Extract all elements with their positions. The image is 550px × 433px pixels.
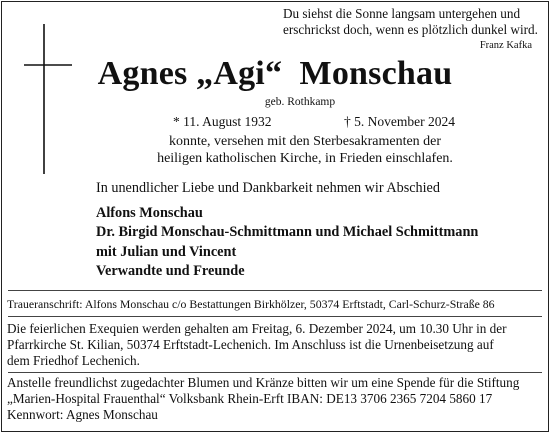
- divider: [8, 290, 542, 291]
- divider: [8, 316, 542, 317]
- donation-line: „Marien-Hospital Frauenthal“ Volksbank Rhein-Erft IBAN: DE13 3706 2365 7204 5860 17: [7, 391, 493, 406]
- service-line: dem Friedhof Lechenich.: [7, 353, 140, 368]
- donation-line: Kennwort: Agnes Monschau: [7, 407, 158, 422]
- quote-line: Du siehst die Sonne langsam untergehen und: [283, 6, 521, 21]
- divider: [8, 372, 542, 373]
- deceased-name: Agnes „Agi“ Monschau: [97, 55, 453, 92]
- quote: [283, 6, 538, 38]
- quote-author: Franz Kafka: [479, 40, 532, 51]
- mourners-list: [96, 204, 478, 281]
- farewell-text: In unendlicher Liebe und Dankbarkeit nehmen wir Abschied: [96, 180, 440, 196]
- mourning-address: Traueranschrift: Alfons Monschau c/o Bestattungen Birkhölzer, 50374 Erftstadt, Carl-Schurz-Straße 86: [7, 297, 495, 311]
- donation-line: Anstelle freundlichst zugedachter Blumen und Kränze bitten wir um eine Spende für die Stiftung: [7, 375, 520, 390]
- life-text-line: heiligen katholischen Kirche, in Frieden einschlafen.: [157, 151, 453, 166]
- service-line: Pfarrkirche St. Kilian, 50374 Erftstadt-Lechenich. Im Anschluss ist die Urnenbeisetzung auf: [7, 337, 494, 352]
- mourner-item: Dr. Birgid Monschau-Schmittmann und Michael Schmittmann: [96, 224, 479, 241]
- mourner-item: Alfons Monschau: [96, 205, 203, 221]
- donation-info: [7, 375, 545, 423]
- quote-line: erschrickst doch, wenn es plötzlich dunkel wird.: [283, 22, 538, 37]
- service-line: Die feierlichen Exequien werden gehalten am Freitag, 6. Dezember 2024, um 10.30 Uhr in der: [7, 321, 507, 336]
- born-name: geb. Rothkamp: [264, 96, 336, 108]
- death-date: † 5. November 2024: [344, 114, 455, 129]
- mourner-item: Verwandte und Freunde: [96, 262, 245, 279]
- mourner-item: mit Julian und Vincent: [96, 243, 237, 260]
- service-info: [7, 321, 545, 369]
- birth-date: * 11. August 1932: [173, 114, 272, 129]
- life-text-line: konnte, versehen mit den Sterbesakramenten der: [168, 134, 442, 149]
- life-text: [0, 133, 550, 167]
